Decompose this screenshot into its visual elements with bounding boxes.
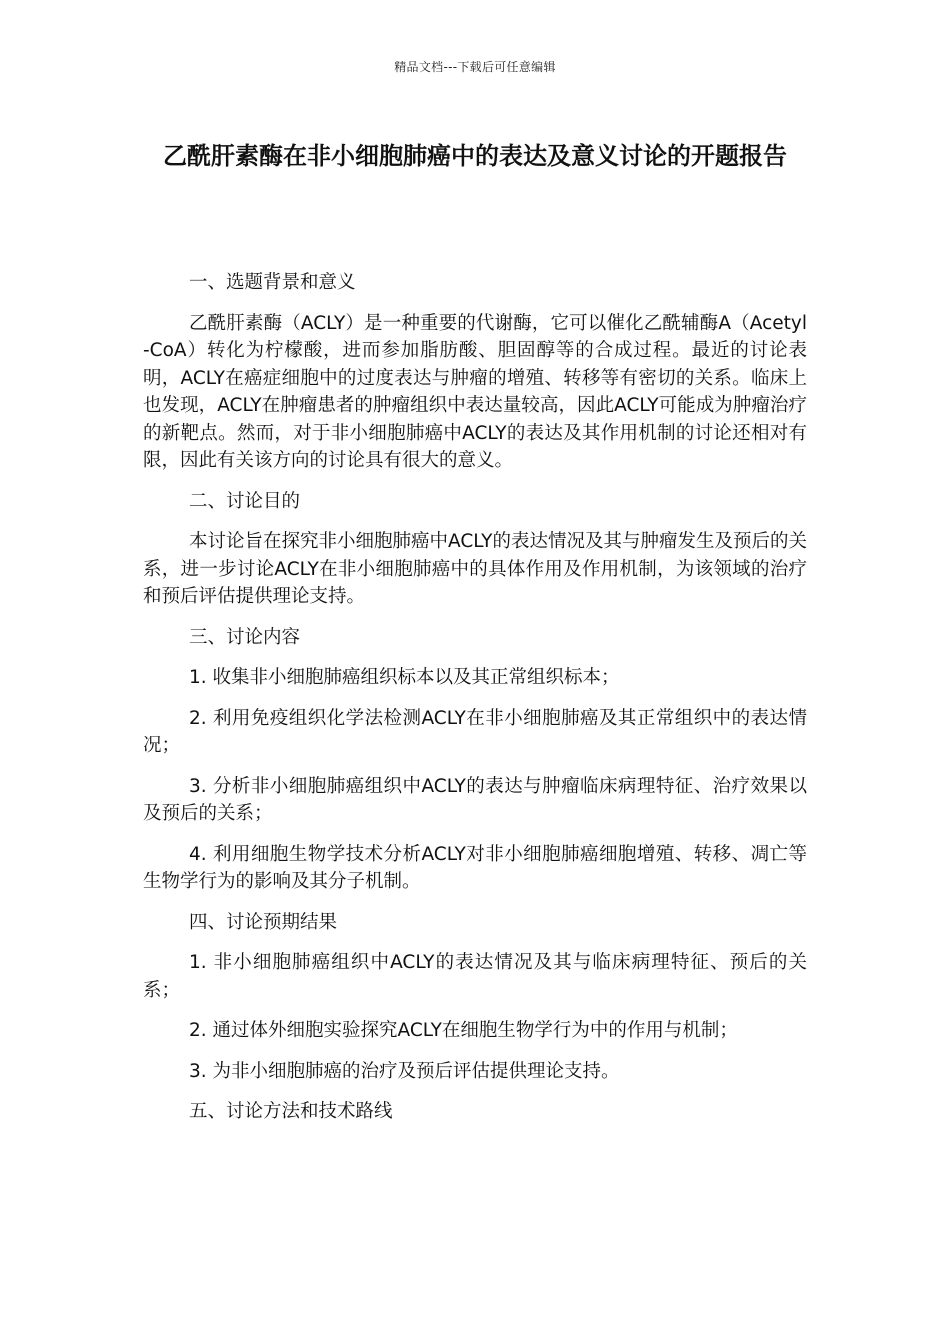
purpose-paragraph: 本讨论旨在探究非小细胞肺癌中ACLY的表达情况及其与肿瘤发生及预后的关系，进一步讨论ACLY在非小细胞肺癌中的具体作用及作用机制，为该领域的治疗和预后评估提供理论支持。 xyxy=(143,531,807,607)
expected-result-item: 1. 非小细胞肺癌组织中ACLY的表达情况及其与临床病理特征、预后的关系； xyxy=(143,952,807,1001)
page-header: 精品文档---下载后可任意编辑 xyxy=(394,60,556,74)
expected-result-item: 3. 为非小细胞肺癌的治疗及预后评估提供理论支持。 xyxy=(189,1060,620,1082)
document-body xyxy=(143,269,807,1139)
section-heading-content: 三、讨论内容 xyxy=(189,626,301,648)
section-heading-background: 一、选题背景和意义 xyxy=(189,272,356,293)
section-heading-purpose: 二、讨论目的 xyxy=(189,490,301,512)
content-item: 3. 分析非小细胞肺癌组织中ACLY的表达与肿瘤临床病理特征、治疗效果以及预后的关系； xyxy=(143,775,807,824)
background-paragraph: 乙酰肝素酶（ACLY）是一种重要的代谢酶，它可以催化乙酰辅酶A（Acetyl-CoA）转化为柠檬酸，进而参加脂肪酸、胆固醇等的合成过程。最近的讨论表明，ACLY在癌症细胞中的过度表达与肿瘤的增殖、转移等有密切的关系。临床上也发现，ACLY在肿瘤患者的肿瘤组织中表达量较高，因此ACLY可能成为肿瘤治疗的新靶点。然而，对于非小细胞肺癌中ACLY的表达及其作用机制的讨论还相对有限，因此有关该方向的讨论具有很大的意义。 xyxy=(143,312,807,471)
content-item: 4. 利用细胞生物学技术分析ACLY对非小细胞肺癌细胞增殖、转移、凋亡等生物学行为的影响及其分子机制。 xyxy=(143,843,807,892)
expected-result-item: 2. 通过体外细胞实验探究ACLY在细胞生物学行为中的作用与机制； xyxy=(189,1020,738,1041)
section-heading-expected-results: 四、讨论预期结果 xyxy=(189,911,338,933)
document-title: 乙酰肝素酶在非小细胞肺癌中的表达及意义讨论的开题报告 xyxy=(163,142,787,170)
content-item: 1. 收集非小细胞肺癌组织标本以及其正常组织标本； xyxy=(189,667,620,688)
content-item: 2. 利用免疫组织化学法检测ACLY在非小细胞肺癌及其正常组织中的表达情况； xyxy=(143,707,807,756)
section-heading-methods: 五、讨论方法和技术路线 xyxy=(189,1101,393,1122)
